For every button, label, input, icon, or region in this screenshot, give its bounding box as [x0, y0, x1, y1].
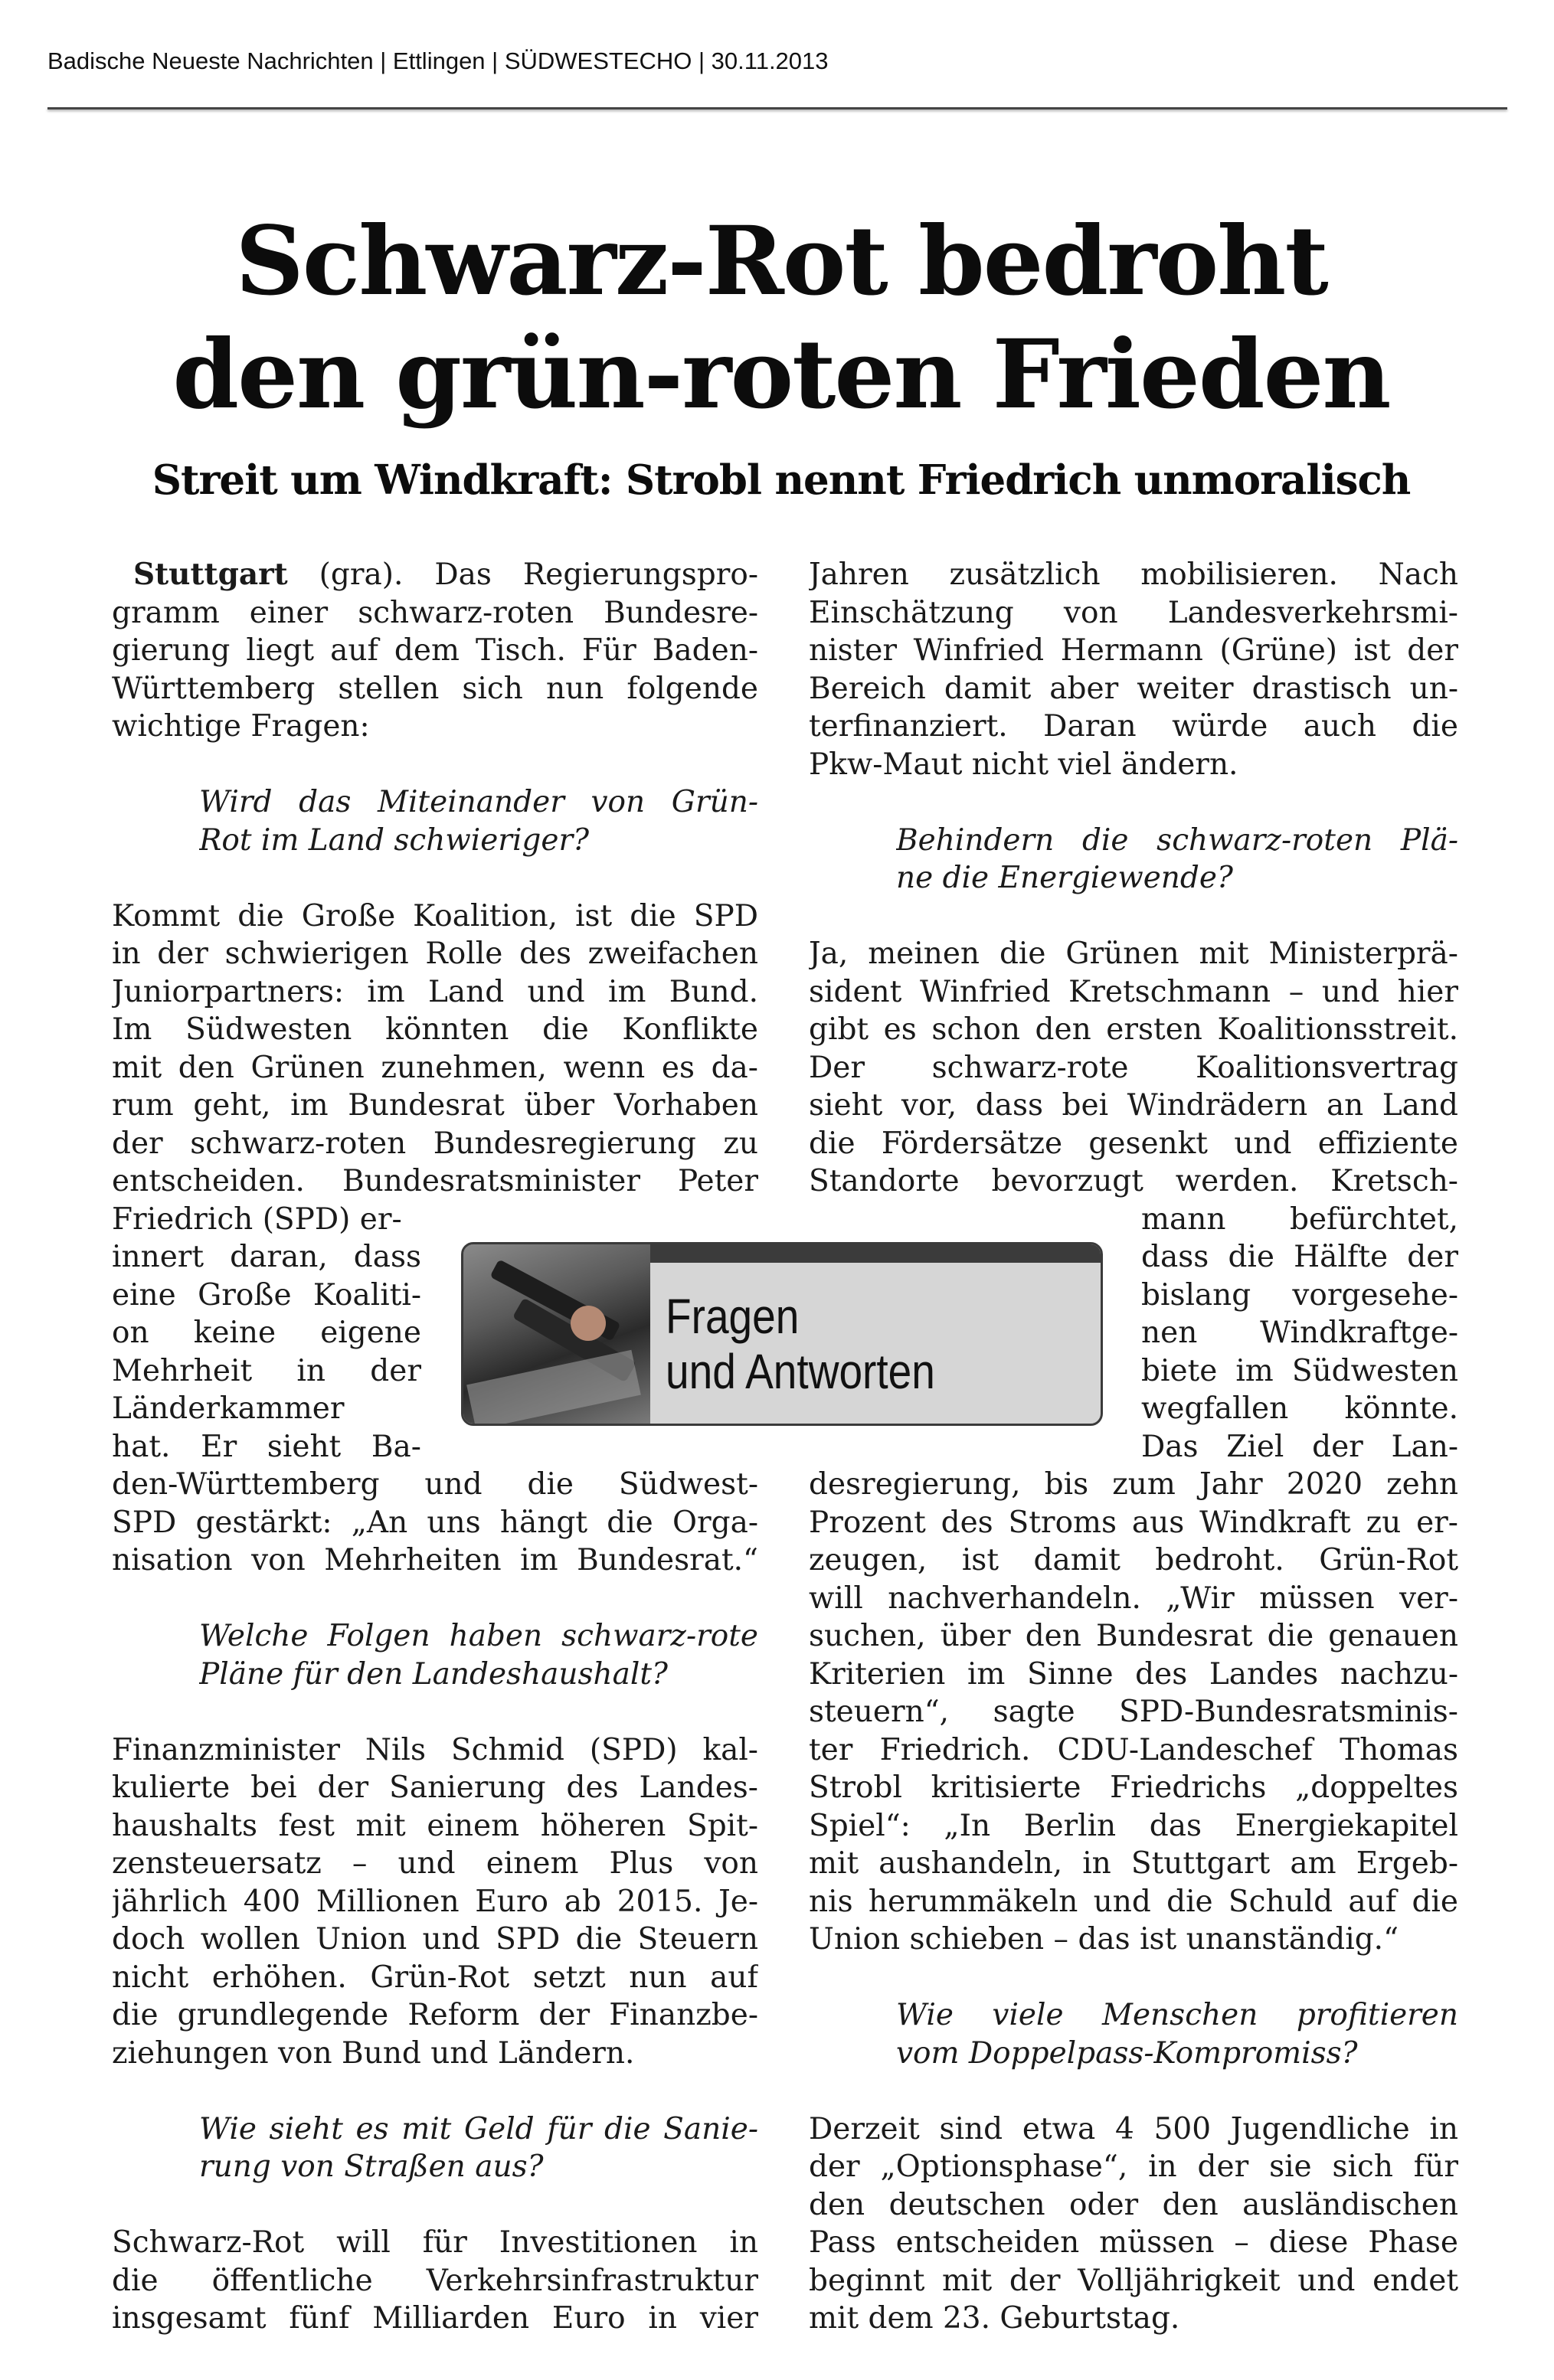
text-line: ziehungen von Bund und Ländern.: [112, 2035, 635, 2071]
text-line: den deutschen oder den ausländischen: [809, 2187, 1458, 2222]
text-line: Pkw-Maut nicht viel ändern.: [809, 747, 1238, 782]
text-line: innert daran, dass: [112, 1240, 421, 1274]
text-line: Prozent des Stroms aus Windkraft zu er-: [809, 1505, 1458, 1540]
text-line: Länderkammer: [112, 1391, 345, 1426]
question-heading: [809, 822, 1458, 897]
text-line: der „Optionsphase“, in der sie sich für: [809, 2150, 1458, 2184]
text-line: bislang vorgesehe-: [1141, 1277, 1458, 1313]
text-line: desregierung, bis zum Jahr 2020 zehn: [809, 1467, 1458, 1502]
text-line: beginnt mit der Volljährigkeit und endet: [809, 2263, 1458, 2298]
text-line: Im Südwesten könnten die Konflikte: [112, 1012, 758, 1047]
paragraph-gap: [809, 2072, 1458, 2110]
photo-shape: [571, 1306, 606, 1341]
text-line: mit den Grünen zunehmen, wenn es da-: [112, 1050, 758, 1085]
text-line: rung von Straßen aus?: [199, 2150, 544, 2184]
header-rule: [47, 107, 1507, 110]
text-line: Rot im Land schwieriger?: [199, 822, 590, 858]
text-line: entscheiden. Bundesratsminister Peter: [112, 1164, 758, 1198]
text-line: Wie viele Menschen profitieren: [896, 1998, 1458, 2032]
text-line: wichtige Fragen:: [112, 709, 370, 744]
text-line: die grundlegende Reform der Finanzbe-: [112, 1998, 758, 2032]
text-line: wegfallen könnte.: [1141, 1391, 1458, 1426]
paragraph-gap: [809, 897, 1458, 936]
headline-line: den grün-roten Frieden: [172, 319, 1390, 430]
voting-photo-icon: [463, 1244, 650, 1424]
question-heading: [112, 783, 758, 859]
text-line: den-Württemberg und die Südwest-: [112, 1467, 758, 1502]
answer-paragraph: [112, 897, 758, 1580]
infobox-title-line: und Antworten: [666, 1344, 935, 1399]
text-line: on keine eigene: [112, 1316, 421, 1350]
text-line: gramm einer schwarz-roten Bundesre-: [112, 595, 758, 630]
text-line: sieht vor, dass bei Windrädern an Land: [809, 1088, 1458, 1123]
text-line: biete im Südwesten: [1141, 1353, 1458, 1388]
text-line: Friedrich (SPD) er-: [112, 1201, 402, 1237]
photo-shape: [466, 1350, 641, 1426]
text-line: zeugen, ist damit bedroht. Grün-Rot: [809, 1543, 1458, 1577]
text-line: dass die Hälfte der: [1141, 1240, 1458, 1274]
text-line: (gra). Das Regierungspro-: [287, 557, 758, 592]
answer-paragraph: [809, 935, 1458, 1959]
text-line: ne die Energiewende?: [896, 861, 1233, 895]
text-line: Schwarz-Rot will für Investitionen in: [112, 2225, 758, 2260]
paragraph-gap: [112, 2072, 758, 2110]
subheadline: Streit um Windkraft: Strobl nennt Friedrich unmoralisch: [152, 456, 1411, 504]
text-line: Pass entscheiden müssen – diese Phase: [809, 2225, 1458, 2260]
text-line: gierung liegt auf dem Tisch. Für Baden-: [112, 633, 758, 668]
infobox-title-line: Fragen: [666, 1289, 800, 1344]
answer-paragraph: [112, 1731, 758, 2073]
text-line: mit aushandeln, in Stuttgart am Ergeb-: [809, 1846, 1458, 1881]
text-line: die öffentliche Verkehrsinfrastruktur: [112, 2263, 758, 2298]
text-line: mann befürchtet,: [1141, 1201, 1458, 1237]
paragraph-gap: [112, 1580, 758, 1618]
text-line: Welche Folgen haben schwarz-rote: [199, 1619, 758, 1653]
answer-paragraph: [809, 556, 1458, 783]
text-line: steuern“, sagte SPD-Bundesratsminis-: [809, 1695, 1458, 1729]
text-line: Pläne für den Landeshaushalt?: [199, 1656, 668, 1692]
text-line: Wie sieht es mit Geld für die Sanie-: [199, 2111, 758, 2146]
text-line: Jahren zusätzlich mobilisieren. Nach: [809, 557, 1458, 592]
article-column-left: [112, 556, 758, 2338]
text-line: nis herummäkeln und die Schuld auf die: [809, 1884, 1458, 1919]
text-line: Kriterien im Sinne des Landes nachzu-: [809, 1656, 1458, 1692]
text-line: mit dem 23. Geburtstag.: [809, 2301, 1180, 2336]
paragraph-gap: [112, 2186, 758, 2225]
question-heading: [112, 2110, 758, 2186]
source-line: Badische Neueste Nachrichten | Ettlingen | SÜDWESTECHO | 30.11.2013: [47, 47, 829, 74]
text-line: Derzeit sind etwa 4 500 Jugendliche in: [809, 2111, 1458, 2146]
text-line: insgesamt fünf Milliarden Euro in vier: [112, 2301, 758, 2336]
text-line: ter Friedrich. CDU-Landeschef Thomas: [809, 1732, 1458, 1767]
dateline: Stuttgart: [133, 557, 288, 592]
text-line: nister Winfried Hermann (Grüne) ist der: [809, 633, 1458, 668]
text-line: Strobl kritisierte Friedrichs „doppeltes: [809, 1770, 1458, 1805]
text-line: Behindern die schwarz-roten Plä-: [896, 822, 1458, 858]
text-line: Ja, meinen die Grünen mit Ministerprä-: [809, 937, 1458, 971]
text-line: Standorte bevorzugt werden. Kretsch-: [809, 1164, 1458, 1198]
paragraph-gap: [809, 783, 1458, 822]
text-line: Union schieben – das ist unanständig.“: [809, 1922, 1399, 1957]
text-line: gibt es schon den ersten Koalitionsstreit.: [809, 1012, 1458, 1047]
article-column-right: [809, 556, 1458, 2338]
paragraph-gap: [112, 746, 758, 784]
text-line: Das Ziel der Lan-: [1141, 1429, 1458, 1464]
answer-paragraph: [809, 2110, 1458, 2338]
text-line: nen Windkraftge-: [1141, 1316, 1458, 1350]
text-line: SPD gestärkt: „An uns hängt die Orga-: [112, 1505, 758, 1540]
text-line: Wird das Miteinander von Grün-: [199, 785, 758, 819]
paragraph-gap: [809, 1959, 1458, 1997]
question-heading: [809, 1996, 1458, 2072]
text-line: Der schwarz-rote Koalitionsvertrag: [809, 1050, 1458, 1085]
text-line: kulierte bei der Sanierung des Landes-: [112, 1770, 758, 1805]
text-line: Mehrheit in der: [112, 1353, 421, 1388]
paragraph-gap: [112, 859, 758, 897]
text-line: Juniorpartners: im Land und im Bund.: [112, 974, 758, 1009]
question-heading: [112, 1617, 758, 1693]
fragen-antworten-box: [461, 1242, 1103, 1426]
text-line: zensteuersatz – und einem Plus von: [112, 1846, 758, 1881]
intro-paragraph: [112, 556, 758, 746]
text-line: in der schwierigen Rolle des zweifachen: [112, 937, 758, 971]
text-line: [112, 556, 758, 594]
text-line: hat. Er sieht Ba-: [112, 1429, 421, 1464]
text-line: will nachverhandeln. „Wir müssen ver-: [809, 1581, 1458, 1616]
text-line: der schwarz-roten Bundesregierung zu: [112, 1126, 758, 1161]
text-line: rum geht, im Bundesrat über Vorhaben: [112, 1088, 758, 1123]
headline-line: Schwarz-Rot bedroht: [235, 206, 1327, 317]
answer-paragraph: [112, 2224, 758, 2338]
text-line: vom Doppelpass-Kompromiss?: [896, 2035, 1358, 2071]
text-line: sident Winfried Kretschmann – und hier: [809, 974, 1458, 1009]
text-line: jährlich 400 Millionen Euro ab 2015. Je-: [112, 1884, 758, 1919]
text-line: Bereich damit aber weiter drastisch un-: [809, 671, 1458, 706]
text-line: Württemberg stellen sich nun folgende: [112, 671, 758, 706]
text-line: nisation von Mehrheiten im Bundesrat.“: [112, 1543, 758, 1577]
infobox-title: [666, 1289, 935, 1399]
text-line: suchen, über den Bundesrat die genauen: [809, 1619, 1458, 1653]
text-line: Einschätzung von Landesverkehrsmi-: [809, 595, 1458, 630]
text-line: eine Große Koaliti-: [112, 1277, 421, 1313]
text-line: terfinanziert. Daran würde auch die: [809, 709, 1458, 744]
text-line: haushalts fest mit einem höheren Spit-: [112, 1808, 758, 1843]
text-line: Spiel“: „In Berlin das Energiekapitel: [809, 1808, 1458, 1843]
paragraph-gap: [112, 1693, 758, 1731]
text-line: Finanzminister Nils Schmid (SPD) kal-: [112, 1732, 758, 1767]
text-line: doch wollen Union und SPD die Steuern: [112, 1922, 758, 1957]
headline: [77, 205, 1486, 432]
text-line: nicht erhöhen. Grün-Rot setzt nun auf: [112, 1960, 758, 1995]
text-line: Kommt die Große Koalition, ist die SPD: [112, 898, 758, 933]
text-line: die Fördersätze gesenkt und effiziente: [809, 1126, 1458, 1161]
